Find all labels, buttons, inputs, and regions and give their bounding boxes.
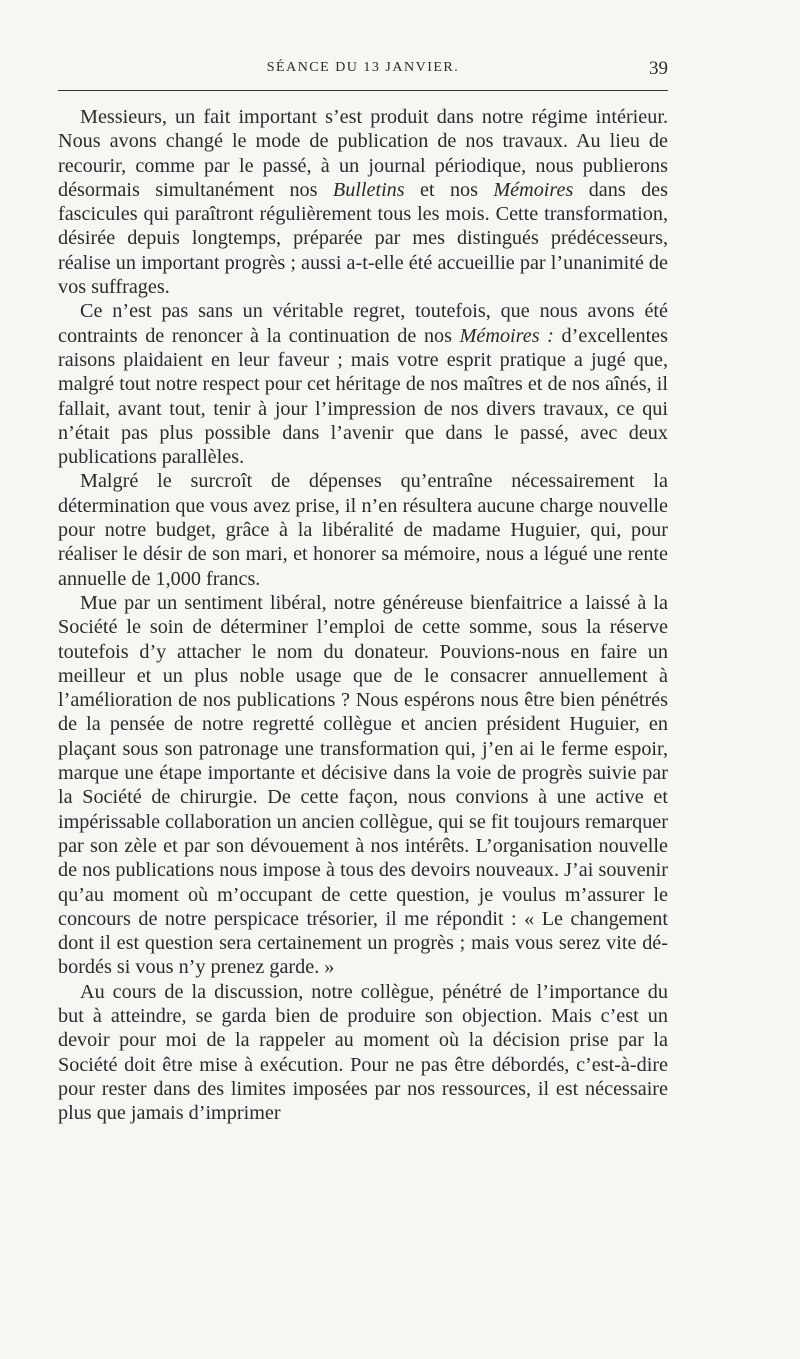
- text-run: Malgré le surcroît de dépenses qu’entraîne nécessairement la détermination que vous avez prise, il n’en résultera aucune charge nouvelle pour notre budget, grâce à la libéralité de madame Huguier, qui, pour réaliser le désir de son mari, et honorer sa mémoire, nous a légué une rente annuelle de 1,000 francs.: [58, 470, 668, 590]
- running-header: [58, 52, 668, 82]
- paragraph: [58, 469, 668, 590]
- running-title: SÉANCE DU 13 JANVIER.: [266, 60, 460, 75]
- text-run: dans des fascicules qui paraîtront régulièrement tous les mois. Cette transformation, désirée depuis longtemps, préparée par mes distingués prédécesseurs, réalise un important progrès ; aussi a-t-elle été accueillie par l’unanimité de vos suffrages.: [58, 178, 668, 299]
- paragraph: [58, 299, 668, 469]
- italic-text: Mémoires :: [459, 324, 554, 347]
- text-run: d’excellentes raisons plaidaient en leur faveur ; mais votre esprit pratique a jugé que, malgré tout notre respect pour cet héritage de nos maîtres et de nos aînés, il fallait, avant tout, tenir à jour l’impression de nos divers travaux, ce qui n’était pas plus possible dans l’avenir que dans le passé, avec deux publications parallèles.: [58, 324, 668, 469]
- book-page: [58, 52, 668, 1125]
- text-run: Au cours de la discussion, notre collègue, pénétré de l’importance du but à atteindre, se garda bien de produire son objection. Mais c’est un devoir pour moi de la rappeler au moment où la décision prise par la Société doit être mise à exécution. Pour ne pas être débordés, c’est-à-dire pour rester dans des limites imposées par nos ressources, il est nécessaire plus que jamais d’imprimer: [58, 980, 668, 1125]
- text-run: Mue par un sentiment libéral, notre généreuse bienfaitrice a laissé à la Société le soin de déterminer l’emploi de cette somme, sous la réserve toutefois d’y attacher le nom du donateur. Pouvions-nous en faire un meilleur et un plus noble usage que de le consacrer annuellement à l’amélioration de nos publications ? Nous espérons nous être bien pénétrés de la pensée de notre regretté collègue et ancien président Huguier, en plaçant sous son patronage une transformation qui, j’en ai le ferme espoir, marque une étape importante et décisive dans la voie de progrès suivie par la Société de chirurgie. De cette façon, nous convions à une active et impérissable collaboration un ancien collègue, qui se fit toujours remarquer par son zèle et par son dévouement à nos intérêts. L’organisation nouvelle de nos publications nous impose à tous des devoirs nouveaux. J’ai souvenir qu’au moment où m’occupant de cette question, je voulus m’assurer le concours de notre perspicace trésorier, il me répondit : « Le changement dont il est question sera certainement un progrès ; mais vous serez vite débordés si vous n’y prenez garde. »: [58, 591, 668, 979]
- italic-text: Bulletins: [332, 178, 405, 201]
- italic-text: Mémoires: [493, 178, 574, 201]
- paragraph: [58, 980, 668, 1126]
- body-text: [58, 105, 668, 1125]
- text-run: Messieurs, un fait important s’est produit dans notre régime intérieur. Nous avons changé le mode de publication de nos travaux. Au lieu de recourir, comme par le passé, à un journal périodique, nous publierons désormais simultanément nos: [58, 106, 668, 201]
- text-run: et nos: [404, 178, 494, 201]
- text-run: Ce n’est pas sans un véritable regret, toutefois, que nous avons été contraints de renoncer à la continuation de nos: [58, 300, 668, 347]
- paragraph: [58, 105, 668, 299]
- header-rule: [58, 90, 668, 91]
- page-number: 39: [649, 58, 668, 79]
- paragraph: [58, 591, 668, 980]
